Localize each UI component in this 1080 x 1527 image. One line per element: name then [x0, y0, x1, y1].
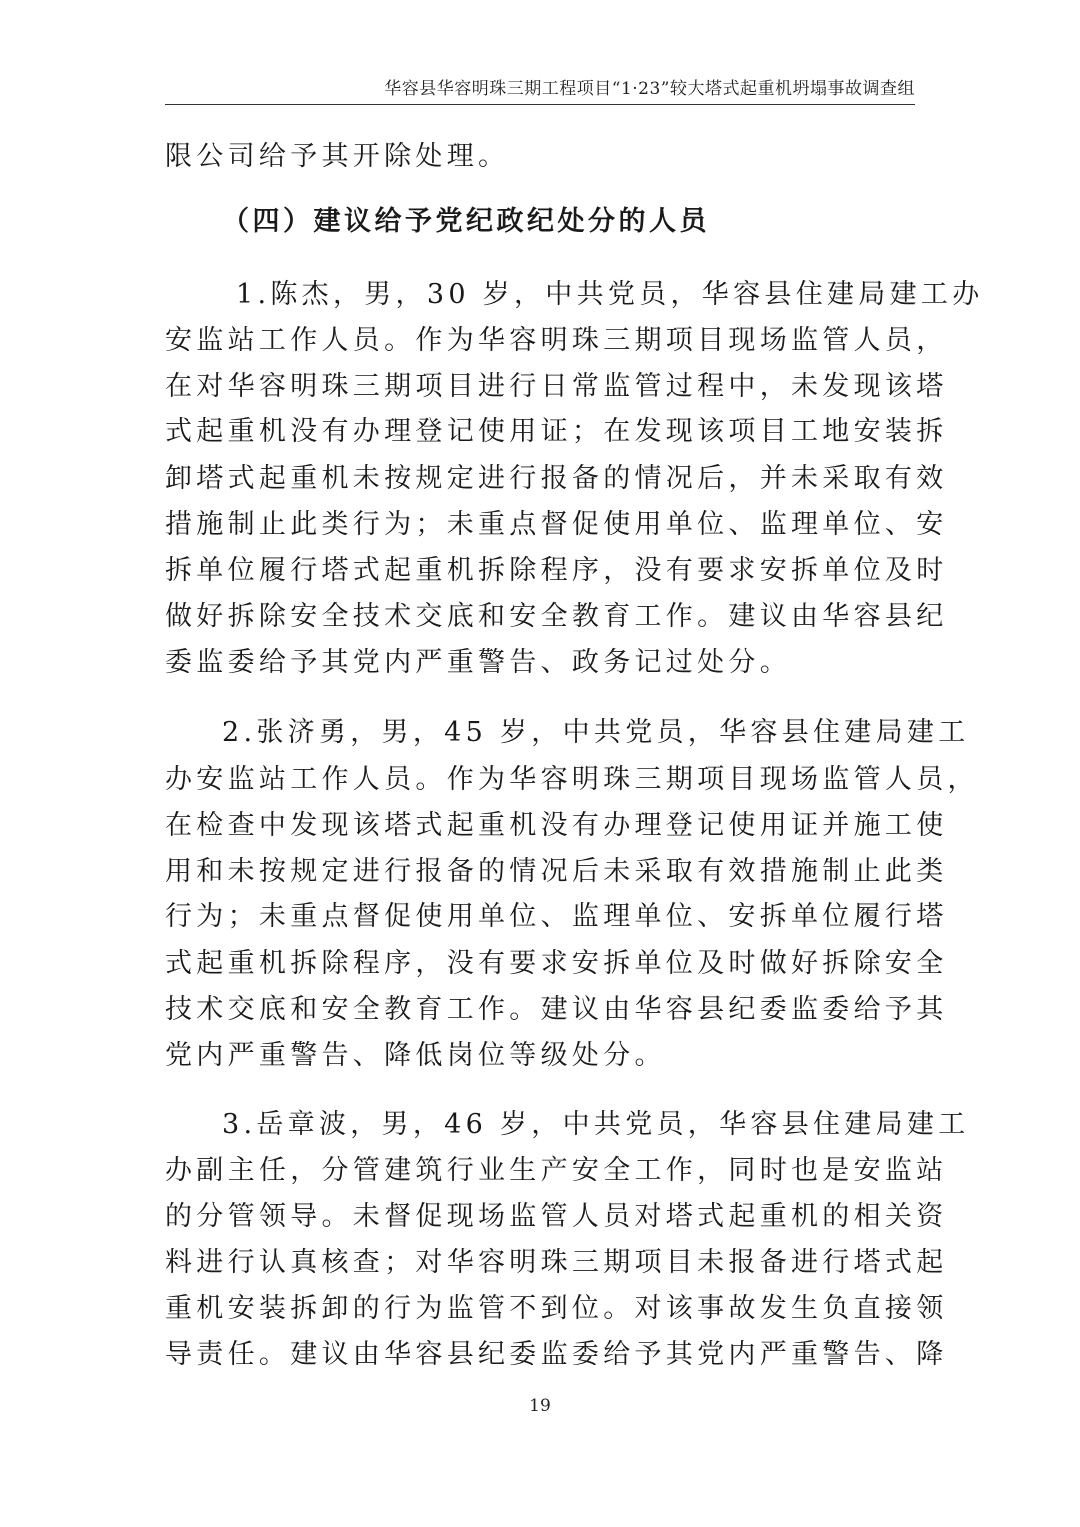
body-line: 式起重机没有办理登记使用证；在发现该项目工地安装拆	[165, 416, 948, 447]
body-line: 3.岳章波，男，46 岁，中共党员，华容县住建局建工	[222, 1109, 970, 1140]
body-line: 办安监站工作人员。作为华容明珠三期项目现场监管人员，	[165, 764, 979, 795]
body-line: 导责任。建议由华容县纪委监委给予其党内严重警告、降	[165, 1339, 948, 1370]
body-line: 委监委给予其党内严重警告、政务记过处分。	[165, 647, 791, 678]
body-line: 做好拆除安全技术交底和安全教育工作。建议由华容县纪	[165, 601, 948, 632]
body-line: 的分管领导。未督促现场监管人员对塔式起重机的相关资	[165, 1201, 948, 1232]
body-line: 在检查中发现该塔式起重机没有办理登记使用证并施工使	[165, 810, 948, 841]
body-line: 措施制止此类行为；未重点督促使用单位、监理单位、安	[165, 509, 948, 540]
body-line: 拆单位履行塔式起重机拆除程序，没有要求安拆单位及时	[165, 555, 948, 586]
body-line: 2.张济勇，男，45 岁，中共党员，华容县住建局建工	[222, 717, 970, 748]
body-line: 行为；未重点督促使用单位、监理单位、安拆单位履行塔	[165, 901, 948, 932]
body-line: 限公司给予其开除处理。	[165, 141, 510, 172]
page-number: 19	[529, 1396, 551, 1416]
body-line: 卸塔式起重机未按规定进行报备的情况后，并未采取有效	[165, 463, 948, 494]
body-line: 安监站工作人员。作为华容明珠三期项目现场监管人员，	[165, 325, 948, 356]
section-heading: （四）建议给予党纪政纪处分的人员	[222, 206, 710, 237]
page-header: 华容县华容明珠三期工程项目“1·23”较大塔式起重机坍塌事故调查组	[384, 79, 915, 99]
body-line: 重机安装拆卸的行为监管不到位。对该事故发生负直接领	[165, 1293, 948, 1324]
body-line: 技术交底和安全教育工作。建议由华容县纪委监委给予其	[165, 994, 948, 1025]
body-line: 在对华容明珠三期项目进行日常监管过程中，未发现该塔	[165, 371, 948, 402]
body-line: 用和未按规定进行报备的情况后未采取有效措施制止此类	[165, 856, 948, 887]
body-line: 式起重机拆除程序，没有要求安拆单位及时做好拆除安全	[165, 948, 948, 979]
body-line: 1.陈杰，男，30 岁，中共党员，华容县住建局建工办	[236, 279, 984, 310]
body-line: 办副主任，分管建筑行业生产安全工作，同时也是安监站	[165, 1155, 948, 1186]
body-line: 党内严重警告、降低岗位等级处分。	[165, 1040, 666, 1071]
body-line: 料进行认真核查；对华容明珠三期项目未报备进行塔式起	[165, 1247, 948, 1278]
header-divider	[165, 104, 915, 105]
